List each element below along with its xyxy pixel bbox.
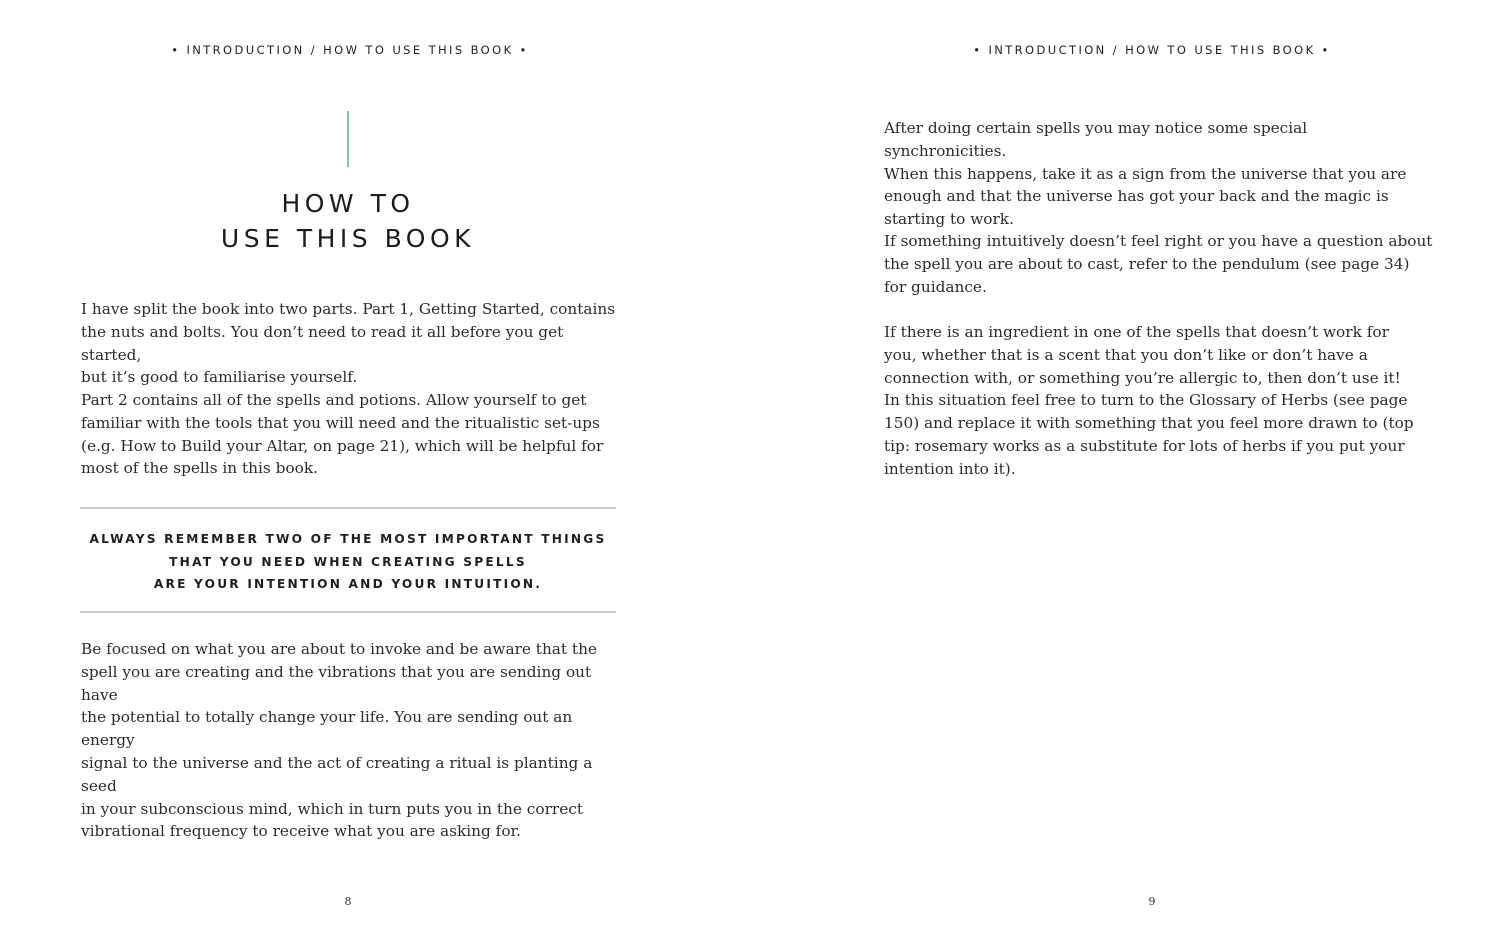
running-head bbox=[0, 43, 700, 57]
bullet-icon: • bbox=[973, 43, 983, 57]
accent-vertical-rule bbox=[347, 111, 349, 167]
paragraph: I have split the book into two parts. Part 1, Getting Started, contains the nuts and bolts. You don’t need to read it all before you get started, but it’s good to familiarise yourself. bbox=[81, 300, 616, 387]
paragraph: After doing certain spells you may notice some special synchronicities. When this happens, take it as a sign from the universe that you are enough and that the universe has got your back and the magic is starting to work. bbox=[884, 119, 1407, 229]
bullet-icon: • bbox=[1321, 43, 1331, 57]
chapter-title-line-2: USE THIS BOOK bbox=[220, 224, 476, 253]
page-number: 9 bbox=[1148, 895, 1156, 908]
page-number: 8 bbox=[344, 895, 352, 908]
chapter-title-line-1: HOW TO bbox=[281, 189, 415, 218]
pull-quote-callout bbox=[80, 507, 616, 613]
right-page bbox=[750, 0, 1500, 948]
paragraph: Part 2 contains all of the spells and potions. Allow yourself to get familiar with the tools that you will need and the ritualistic set-ups (e.g. How to Build your Altar, on page 21), which will be helpful for most of the spells in this book. bbox=[81, 391, 604, 478]
chapter-title bbox=[80, 186, 616, 256]
paragraph: If something intuitively doesn’t feel right or you have a question about the spell you are about to cast, refer to the pendulum (see page 34) for guidance. bbox=[884, 232, 1433, 296]
paragraph: If there is an ingredient in one of the spells that doesn’t work for you, whether that is a scent that you don’t like or don’t have a connection with, or something you’re allergic to, then don’t use it! In this situation feel free to turn to the Glossary of Herbs (see page 150) and replace it with something that you feel more drawn to (top tip: rosemary works as a substitute for lots of herbs if you put your intention into it). bbox=[884, 323, 1414, 478]
running-head bbox=[802, 43, 1500, 57]
bullet-icon: • bbox=[519, 43, 529, 57]
callout-text: ALWAYS REMEMBER TWO OF THE MOST IMPORTANT THINGS THAT YOU NEED WHEN CREATING SPELLS ARE YOUR INTENTION AND YOUR INTUITION. bbox=[89, 532, 607, 592]
paragraph: Be focused on what you are about to invoke and be aware that the spell you are creating and the vibrations that you are sending out have the potential to totally change your life. You are sending out an energy signal to the universe and the act of creating a ritual is planting a seed in your subconscious mind, which in turn puts you in the correct vibrational frequency to receive what you are asking for. bbox=[81, 640, 597, 841]
running-head-text: INTRODUCTION / HOW TO USE THIS BOOK bbox=[988, 43, 1316, 57]
running-head-text: INTRODUCTION / HOW TO USE THIS BOOK bbox=[186, 43, 514, 57]
bullet-icon: • bbox=[171, 43, 181, 57]
